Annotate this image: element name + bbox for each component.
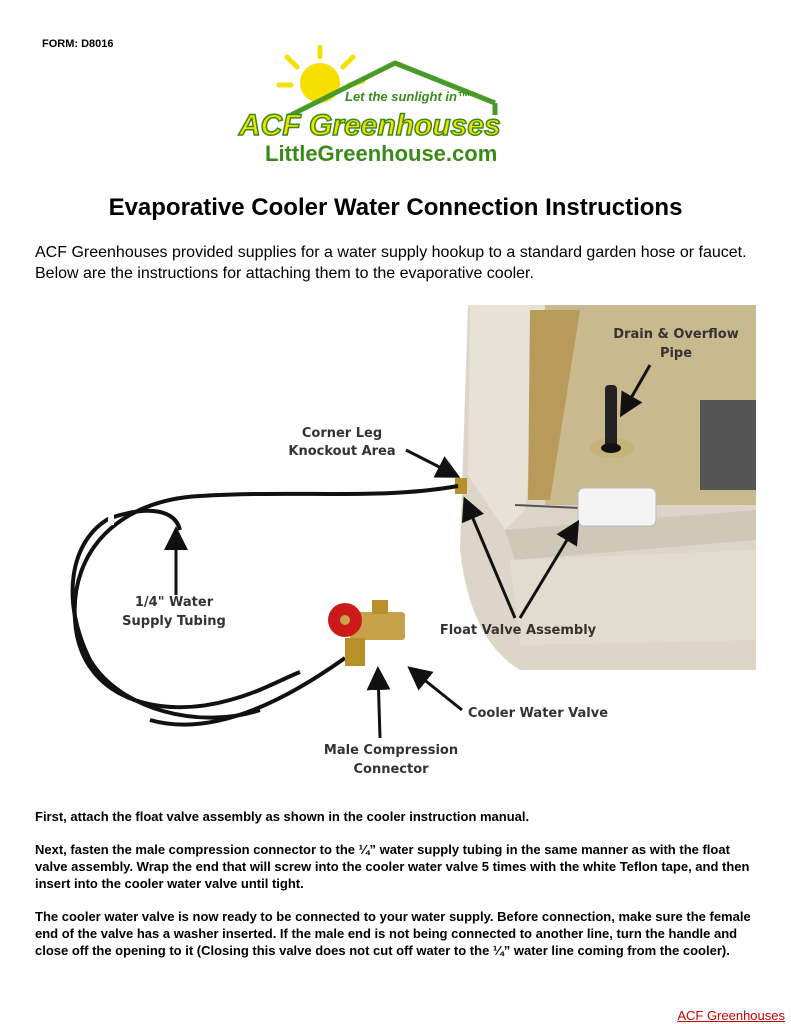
label-male-1: Male Compression (323, 743, 459, 758)
label-drain-2: Pipe (659, 346, 693, 361)
label-tubing-1: 1/4" Water (134, 595, 214, 610)
cooler-water-valve (328, 600, 405, 666)
label-corner-2: Knockout Area (288, 444, 396, 459)
step-1: First, attach the float valve assembly as shown in the cooler instruction manual. (35, 809, 530, 824)
footer-link[interactable]: ACF Greenhouses (677, 1008, 785, 1023)
label-male-2: Connector (353, 762, 429, 777)
label-float: Float Valve Assembly (439, 623, 597, 638)
label-corner-1: Corner Leg (301, 426, 383, 441)
instructions (35, 808, 760, 975)
label-drain-1: Drain & Overflow (613, 327, 739, 342)
logo-tagline: Let the sunlight in™ (345, 89, 470, 104)
form-code: FORM: D8016 (42, 38, 114, 50)
cooler-diagram (0, 300, 791, 790)
arrow-corner (406, 450, 455, 475)
acf-logo (225, 45, 565, 165)
arrow-male (378, 672, 380, 738)
step-3: The cooler water valve is now ready to be connected to your water supply. Before connection, make sure the female end of the valve has a washer inserted. If the male end is not being connected to another line, turn the handle and close off the opening to it (Closing this valve does not cut off water to the ¼” water line coming from the cooler). (35, 909, 751, 958)
label-valve: Cooler Water Valve (467, 706, 609, 721)
label-tubing-2: Supply Tubing (122, 614, 226, 629)
intro-paragraph: ACF Greenhouses provided supplies for a water supply hookup to a standard garden hose or faucet. Below are the instructions for attaching them to the evaporative cooler. (35, 244, 747, 282)
logo-url: LittleGreenhouse.com (265, 141, 498, 165)
page-title: Evaporative Cooler Water Connection Instructions (108, 194, 683, 221)
arrow-valve (412, 670, 462, 710)
step-2: Next, fasten the male compression connector to the ¼” water supply tubing in the same manner as with the float valve assembly. Wrap the end that will screw into the cooler water valve 5 times with the white Teflon tape, and then insert into the cooler water valve until tight. (35, 842, 750, 891)
logo-brand: ACF Greenhouses (239, 109, 501, 142)
water-tubing (73, 486, 458, 725)
